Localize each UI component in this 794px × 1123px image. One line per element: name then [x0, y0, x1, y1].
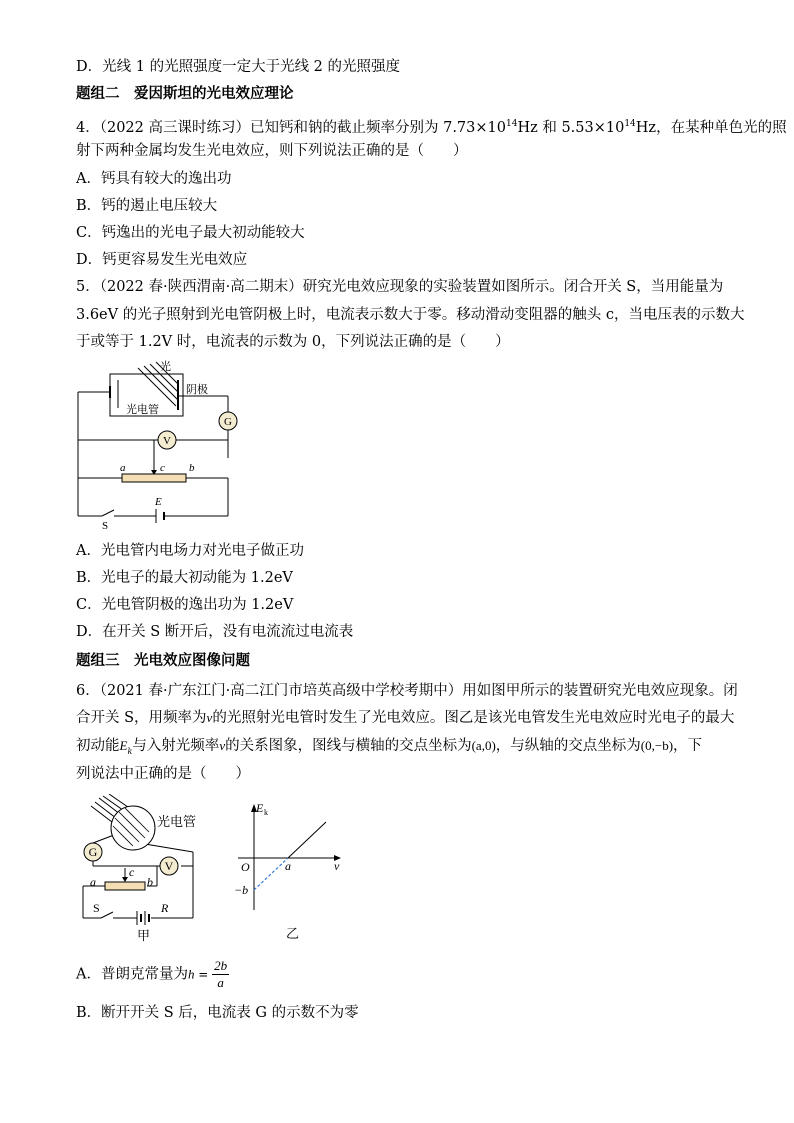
- ammeter-symbol: G: [224, 416, 232, 428]
- y-intercept-label: −b: [234, 883, 249, 897]
- figure-caption-jia: 甲: [137, 928, 151, 943]
- group3-heading: 题组三 光电效应图像问题: [76, 653, 250, 669]
- point-c-label: c: [160, 462, 165, 474]
- q5-stem-line3: 于或等于 1.2V 时，电流表的示数为 0，下列说法正确的是（ ）: [76, 334, 510, 350]
- figure-caption-yi: 乙: [286, 926, 300, 941]
- q5-stem-line1: 5．（2022 春·陕西渭南·高二期末）研究光电效应现象的实验装置如图所示。闭合开关 S，当用能量为: [76, 279, 724, 295]
- q5-option-d: D．在开关 S 断开后，没有电流流过电流表: [76, 624, 354, 640]
- q3-option-d: D．光线 1 的光照强度一定大于光线 2 的光照强度: [76, 59, 401, 75]
- resistor-label: R: [161, 901, 169, 915]
- q4-option-c: C．钙逸出的光电子最大初动能较大: [76, 225, 305, 241]
- q4-stem-line2: 射下两种金属均发生光电效应，则下列说法正确的是（ ）: [76, 143, 468, 159]
- voltmeter-symbol: V: [164, 859, 174, 873]
- photocell-label: 光电管: [157, 814, 197, 829]
- q6-stem-line3: 初动能$E_k$与入射光频率ν的关系图象，图线与横轴的交点坐标为(a,0)，与纵轴的交点坐标为(0,−b)，下: [76, 738, 703, 756]
- y-axis-subscript: k: [264, 808, 268, 817]
- switch-label: S: [102, 520, 109, 530]
- point-a-label: a: [120, 462, 126, 474]
- q4-stem-line1: 4．（2022 高三课时练习）已知钙和钠的截止频率分别为 $7.73\times 10^{14}Hz$ 和 $5.53\times 10^{14}Hz$，在某种单色光的照: [76, 119, 787, 136]
- x-axis-label: ν: [334, 859, 340, 873]
- voltmeter-symbol: V: [163, 435, 171, 447]
- point-a-label: a: [90, 875, 96, 889]
- q5-option-c: C．光电管阴极的逸出功为 1.2eV: [76, 597, 294, 613]
- cathode-label: 阴极: [186, 384, 208, 396]
- q6-ek-graph: [228, 798, 348, 944]
- q4-option-a: A．钙具有较大的逸出功: [76, 171, 232, 187]
- q5-option-a: A．光电管内电场力对光电子做正功: [76, 543, 304, 559]
- q6-stem-line4: 列说法中正确的是（ ）: [76, 766, 250, 782]
- light-label: 光: [160, 361, 171, 373]
- switch-label: S: [93, 901, 100, 915]
- q6-option-b: B．断开开关 S 后，电流表 G 的示数不为零: [76, 1005, 359, 1021]
- point-b-label: b: [189, 462, 195, 474]
- q6-option-a: A．普朗克常量为h = $\frac{2b}{a}$: [76, 958, 228, 990]
- q4-option-b: B．钙的遏止电压较大: [76, 198, 218, 214]
- q6-stem-line2: 合开关 S，用频率为ν的光照射光电管时发生了光电效应。图乙是该光电管发生光电效应时光电子的最大: [76, 710, 735, 726]
- fraction-2b-over-a: $\frac{2b}{a}$: [214, 958, 228, 990]
- emf-label: E: [155, 496, 162, 508]
- q5-circuit-figure: [70, 358, 245, 530]
- x-intercept-label: a: [285, 859, 291, 873]
- photocell-label: 光电管: [126, 404, 159, 416]
- y-axis-label: E: [256, 801, 264, 815]
- q6-stem-line1: 6．（2021 春·广东江门·高二江门市培英高级中学校考期中）用如图甲所示的装置研究光电效应现象。闭: [76, 683, 738, 699]
- point-c-label: c: [129, 865, 135, 879]
- q5-stem-line2: 3.6eV 的光子照射到光电管阴极上时，电流表示数大于零。移动滑动变阻器的触头 c，当电压表的示数大: [76, 307, 745, 323]
- group2-heading: 题组二 爱因斯坦的光电效应理论: [76, 86, 294, 102]
- q5-option-b: B．光电子的最大初动能为 1.2eV: [76, 570, 293, 586]
- q4-option-d: D．钙更容易发生光电效应: [76, 252, 248, 268]
- point-b-label: b: [147, 875, 153, 889]
- origin-label: O: [241, 860, 250, 874]
- ammeter-symbol: G: [88, 845, 98, 859]
- q6-circuit-figure: [75, 794, 215, 944]
